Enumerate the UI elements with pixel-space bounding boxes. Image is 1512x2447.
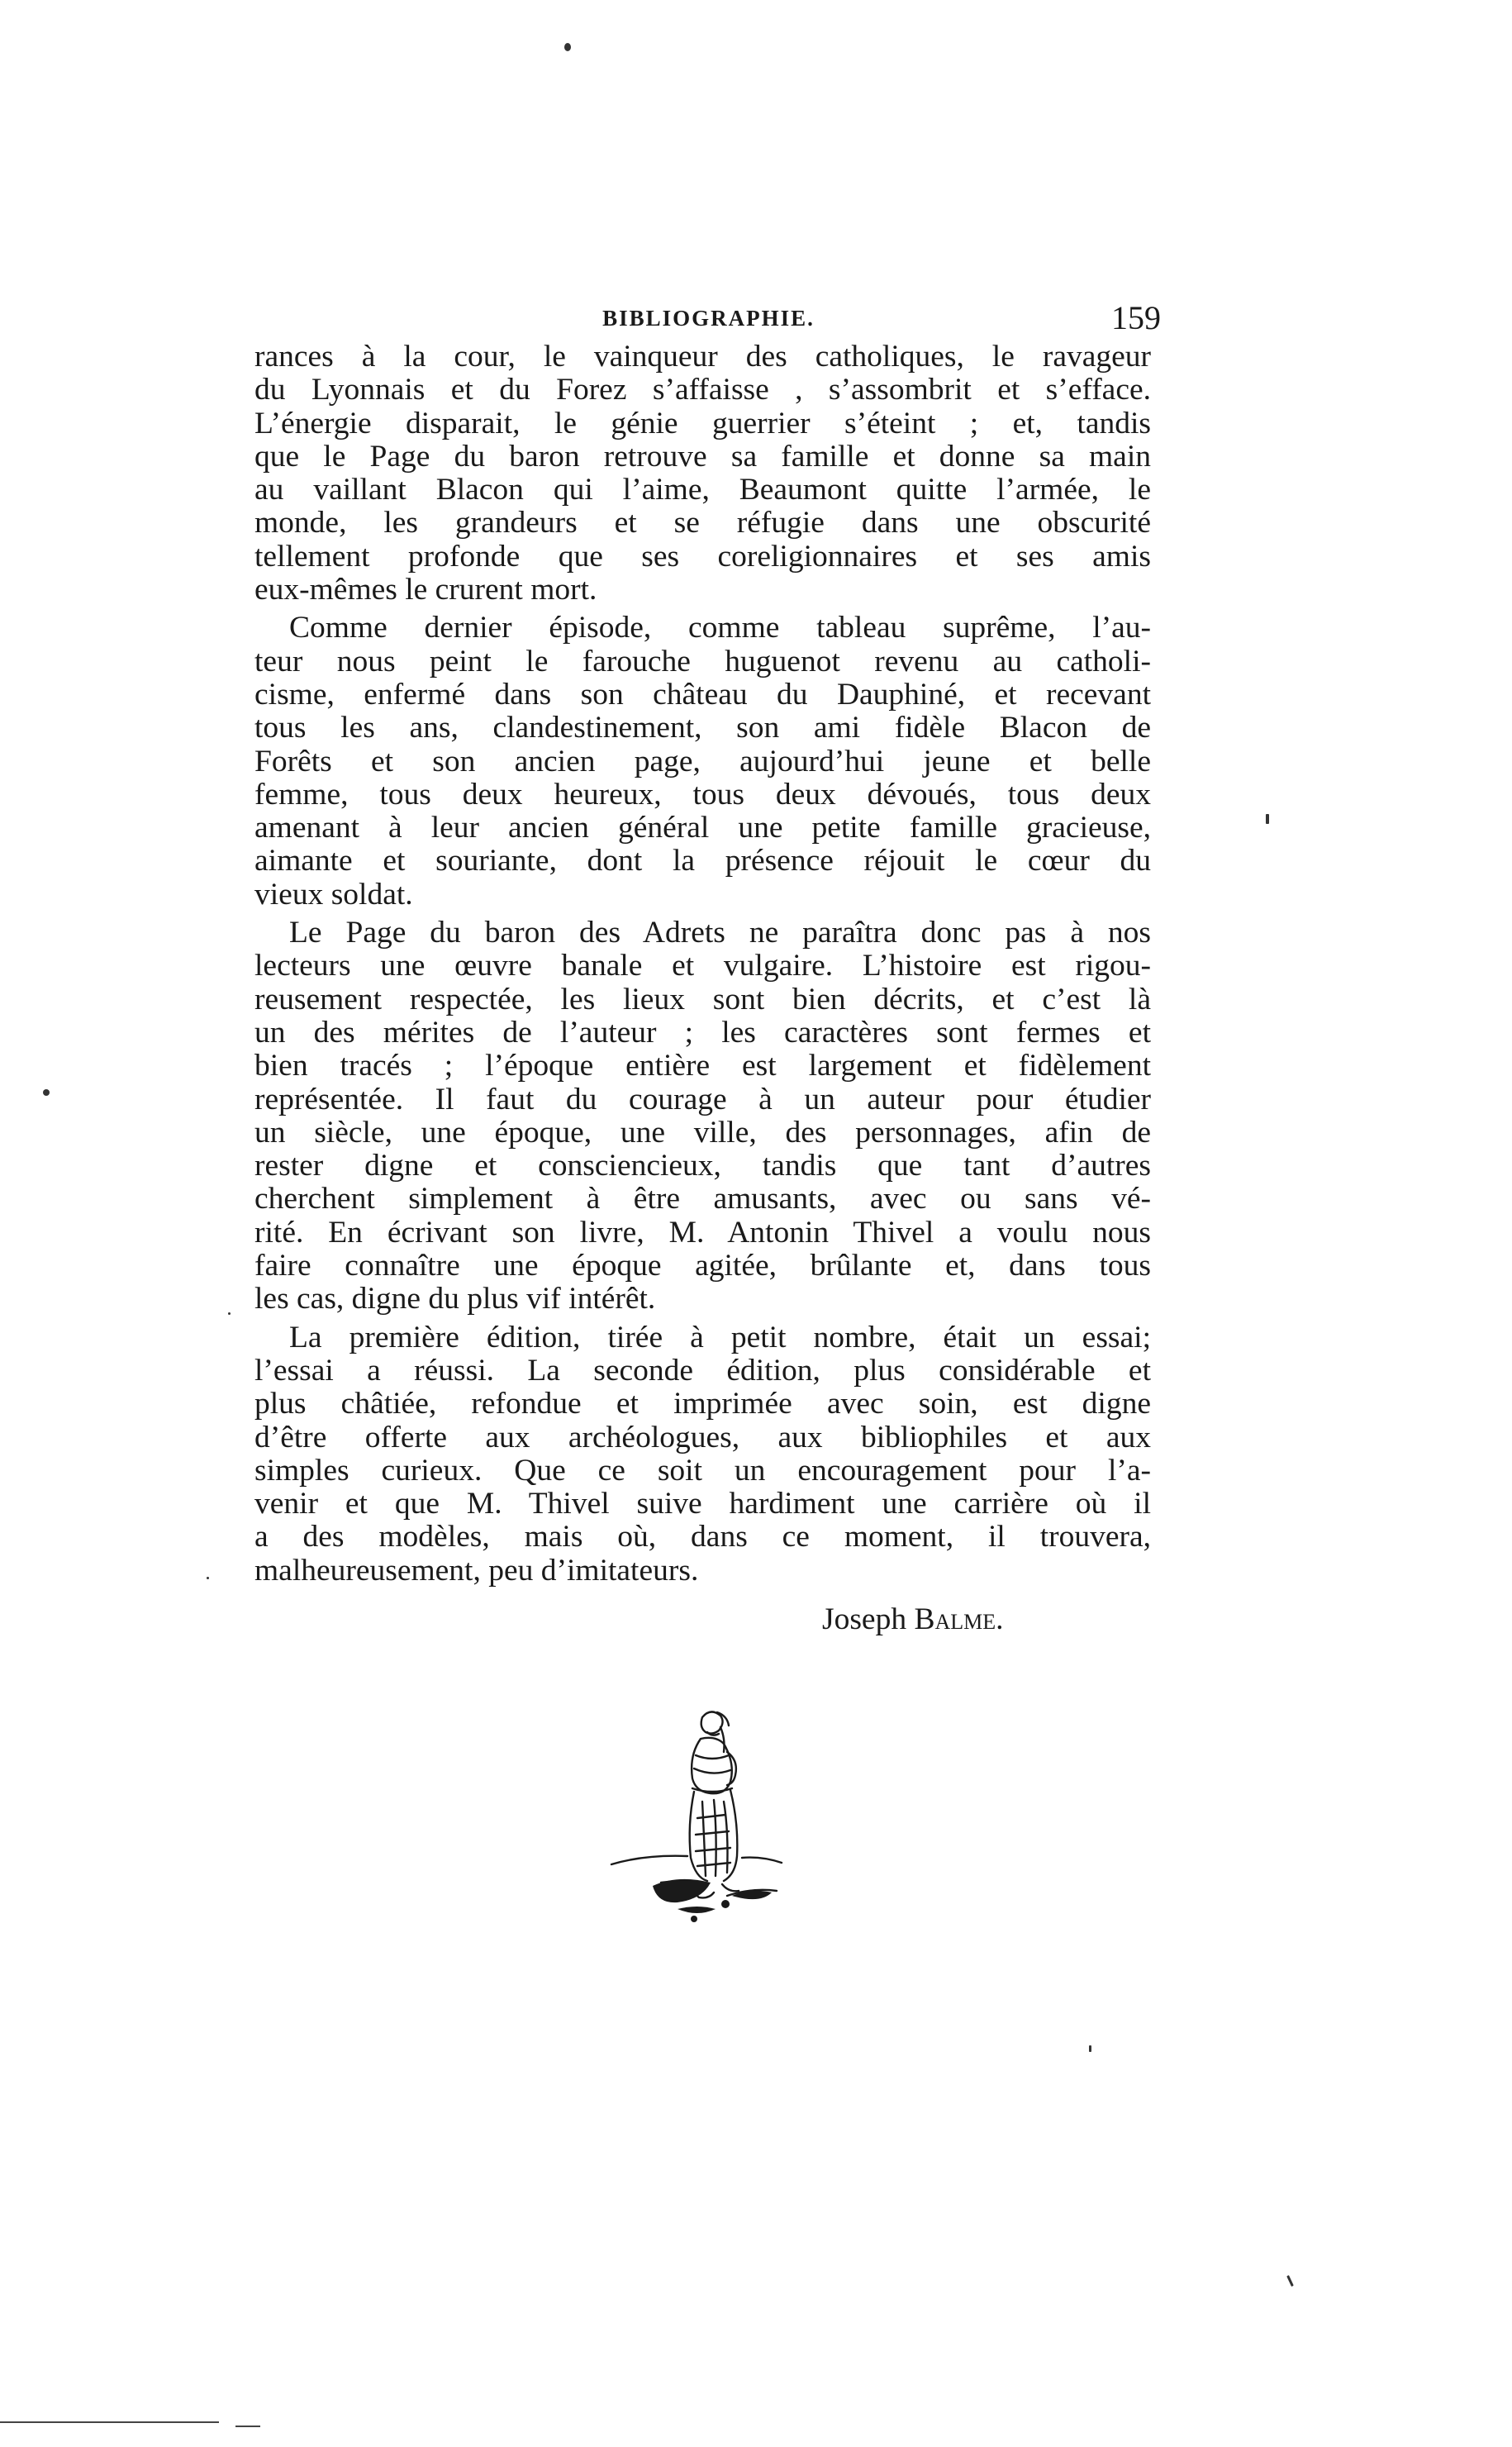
text-line: l’essai a réussi. La seconde édition, plus considérable et — [254, 1353, 1151, 1388]
text-line: d’être offerte aux archéologues, aux bibliophiles et aux — [254, 1420, 1151, 1454]
text-line: vieux soldat. — [254, 877, 413, 912]
author-signature — [822, 1602, 1004, 1638]
text-line: rester digne et consciencieux, tandis que tant d’autres — [254, 1149, 1151, 1183]
text-line: L’énergie disparait, le génie guerrier s’éteint ; et, tandis — [254, 406, 1151, 440]
text-line: lecteurs une œuvre banale et vulgaire. L’histoire est rigou- — [254, 949, 1151, 983]
text-line: du Lyonnais et du Forez s’affaisse , s’assombrit et s’efface. — [254, 373, 1151, 407]
text-line: aimante et souriante, dont la présence réjouit le cœur du — [254, 844, 1151, 878]
scan-speck — [1286, 2275, 1294, 2287]
text-line: eux-mêmes le crurent mort. — [254, 573, 597, 607]
text-line: rité. En écrivant son livre, M. Antonin Thivel a voulu nous — [254, 1215, 1151, 1250]
text-line: amenant à leur ancien général une petite famille gracieuse, — [254, 811, 1151, 845]
text-line: rances à la cour, le vainqueur des catholiques, le ravageur — [254, 340, 1151, 374]
text-line: cherchent simplement à être amusants, avec ou sans vé- — [254, 1182, 1151, 1216]
paragraph-3 — [254, 916, 1151, 1316]
scan-speck — [43, 1089, 50, 1096]
body-text — [254, 340, 1151, 1592]
scan-edge-rule — [235, 2426, 260, 2427]
woodcut-figure-vignette-icon — [603, 1702, 785, 1942]
text-line: représentée. Il faut du courage à un auteur pour étudier — [254, 1082, 1151, 1116]
text-line: reusement respectée, les lieux sont bien décrits, et c’est là — [254, 982, 1151, 1016]
text-line: un siècle, une époque, une ville, des personnages, afin de — [254, 1115, 1151, 1150]
text-line: monde, les grandeurs et se réfugie dans une obscurité — [254, 506, 1151, 540]
text-line: que le Page du baron retrouve sa famille et donne sa main — [254, 439, 1151, 474]
text-line: les cas, digne du plus vif intérêt. — [254, 1282, 656, 1316]
scan-speck — [228, 1312, 231, 1315]
scan-speck — [564, 43, 571, 51]
text-line: La première édition, tirée à petit nombre, était un essai; — [289, 1320, 1151, 1354]
signature-last-name: Balme. — [914, 1602, 1004, 1636]
text-line: malheureusement, peu d’imitateurs. — [254, 1553, 699, 1588]
text-line: au vaillant Blacon qui l’aime, Beaumont quitte l’armée, le — [254, 473, 1151, 507]
scan-speck — [1089, 2045, 1091, 2052]
scan-edge-rule — [0, 2421, 219, 2423]
paragraph-4 — [254, 1321, 1151, 1588]
text-line: Forêts et son ancien page, aujourd’hui jeune et belle — [254, 744, 1151, 778]
text-line: cisme, enfermé dans son château du Dauphiné, et recevant — [254, 677, 1151, 712]
page-number: 159 — [1111, 299, 1161, 336]
text-line: tellement profonde que ses coreligionnaires et ses amis — [254, 539, 1151, 574]
running-title: BIBLIOGRAPHIE. — [602, 306, 815, 331]
paragraph-2 — [254, 612, 1151, 912]
text-line: simples curieux. Que ce soit un encouragement pour l’a- — [254, 1453, 1151, 1488]
text-line: faire connaître une époque agitée, brûlante et, dans tous — [254, 1249, 1151, 1283]
paragraph-1 — [254, 340, 1151, 607]
text-line: Le Page du baron des Adrets ne paraîtra donc pas à nos — [289, 916, 1151, 950]
text-line: bien tracés ; l’époque entière est largement et fidèlement — [254, 1049, 1151, 1083]
text-line: tous les ans, clandestinement, son ami fidèle Blacon de — [254, 711, 1151, 745]
text-line: a des modèles, mais où, dans ce moment, il trouvera, — [254, 1520, 1151, 1554]
text-line: venir et que M. Thivel suive hardiment une carrière où il — [254, 1487, 1151, 1521]
text-line: teur nous peint le farouche huguenot revenu au catholi- — [254, 644, 1151, 678]
text-line: Comme dernier épisode, comme tableau suprême, l’au- — [289, 611, 1151, 645]
text-line: un des mérites de l’auteur ; les caractères sont fermes et — [254, 1015, 1151, 1050]
text-line: femme, tous deux heureux, tous deux dévoués, tous deux — [254, 777, 1151, 812]
scan-speck — [207, 1577, 209, 1579]
text-line: plus châtiée, refondue et imprimée avec soin, est digne — [254, 1387, 1151, 1421]
scan-speck — [1266, 814, 1269, 824]
page-header — [256, 299, 1161, 337]
signature-first-name: Joseph — [822, 1602, 907, 1636]
